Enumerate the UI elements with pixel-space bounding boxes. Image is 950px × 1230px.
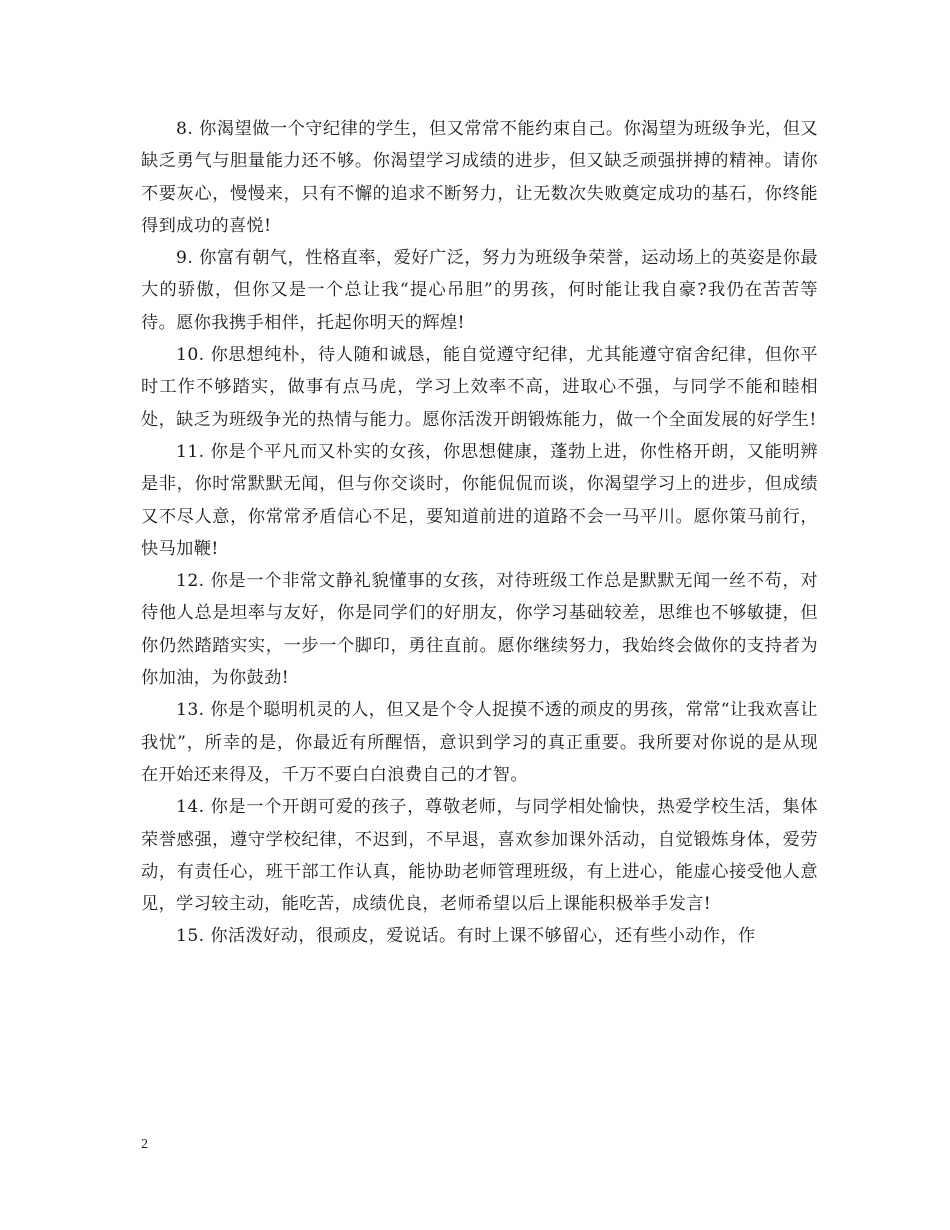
paragraph-comment-13: 13. 你是个聪明机灵的人，但又是个令人捉摸不透的顽皮的男孩，常常“让我欢喜让我忧”，所幸的是，你最近有所醒悟，意识到学习的真正重要。我所要对你说的是从现在开始还来得及，千万不要白白浪费自己的才智。 — [141, 700, 818, 785]
paragraph-comment-8: 8. 你渴望做一个守纪律的学生，但又常常不能约束自己。你渴望为班级争光，但又缺乏勇气与胆量能力还不够。你渴望学习成绩的进步，但又缺乏顽强拼搏的精神。请你不要灰心，慢慢来，只有不懈的追求不断努力，让无数次失败奠定成功的基石，你终能得到成功的喜悦! — [141, 119, 818, 236]
paragraph-comment-11: 11. 你是个平凡而又朴实的女孩，你思想健康，蓬勃上进，你性格开朗，又能明辨是非，你时常默默无闻，但与你交谈时，你能侃侃而谈，你渴望学习上的进步，但成绩又不尽人意，你常常矛盾信心不足，要知道前进的道路不会一马平川。愿你策马前行，快马加鞭! — [141, 441, 818, 559]
page-number: 2 — [141, 1137, 148, 1152]
paragraph-comment-10: 10. 你思想纯朴，待人随和诚恳，能自觉遵守纪律，尤其能遵守宿舍纪律，但你平时工作不够踏实，做事有点马虎，学习上效率不高，进取心不强，与同学不能和睦相处，缺乏为班级争光的热情与能力。愿你活泼开朗锻炼能力，做一个全面发展的好学生! — [141, 345, 818, 430]
paragraph-comment-9: 9. 你富有朝气，性格直率，爱好广泛，努力为班级争荣誉，运动场上的英姿是你最大的骄傲，但你又是一个总让我“提心吊胆”的男孩，何时能让我自豪?我仍在苦苦等待。愿你我携手相伴，托起你明天的辉煌! — [141, 248, 818, 333]
document-body — [141, 113, 818, 953]
paragraph-comment-12: 12. 你是一个非常文静礼貌懂事的女孩，对待班级工作总是默默无闻一丝不苟，对待他人总是坦率与友好，你是同学们的好朋友，你学习基础较差，思维也不够敏捷，但你仍然踏踏实实，一步一个脚印，勇往直前。愿你继续努力，我始终会做你的支持者为你加油，为你鼓劲! — [141, 571, 818, 689]
paragraph-comment-15: 15. 你活泼好动，很顽皮，爱说话。有时上课不够留心，还有些小动作，作 — [176, 926, 756, 947]
paragraph-comment-14: 14. 你是一个开朗可爱的孩子，尊敬老师，与同学相处愉快，热爱学校生活，集体荣誉感强，遵守学校纪律，不迟到，不早退，喜欢参加课外活动，自觉锻炼身体，爱劳动，有责任心，班干部工作认真，能协助老师管理班级，有上进心，能虚心接受他人意见，学习较主动，能吃苦，成绩优良，老师希望以后上课能积极举手发言! — [141, 797, 818, 915]
